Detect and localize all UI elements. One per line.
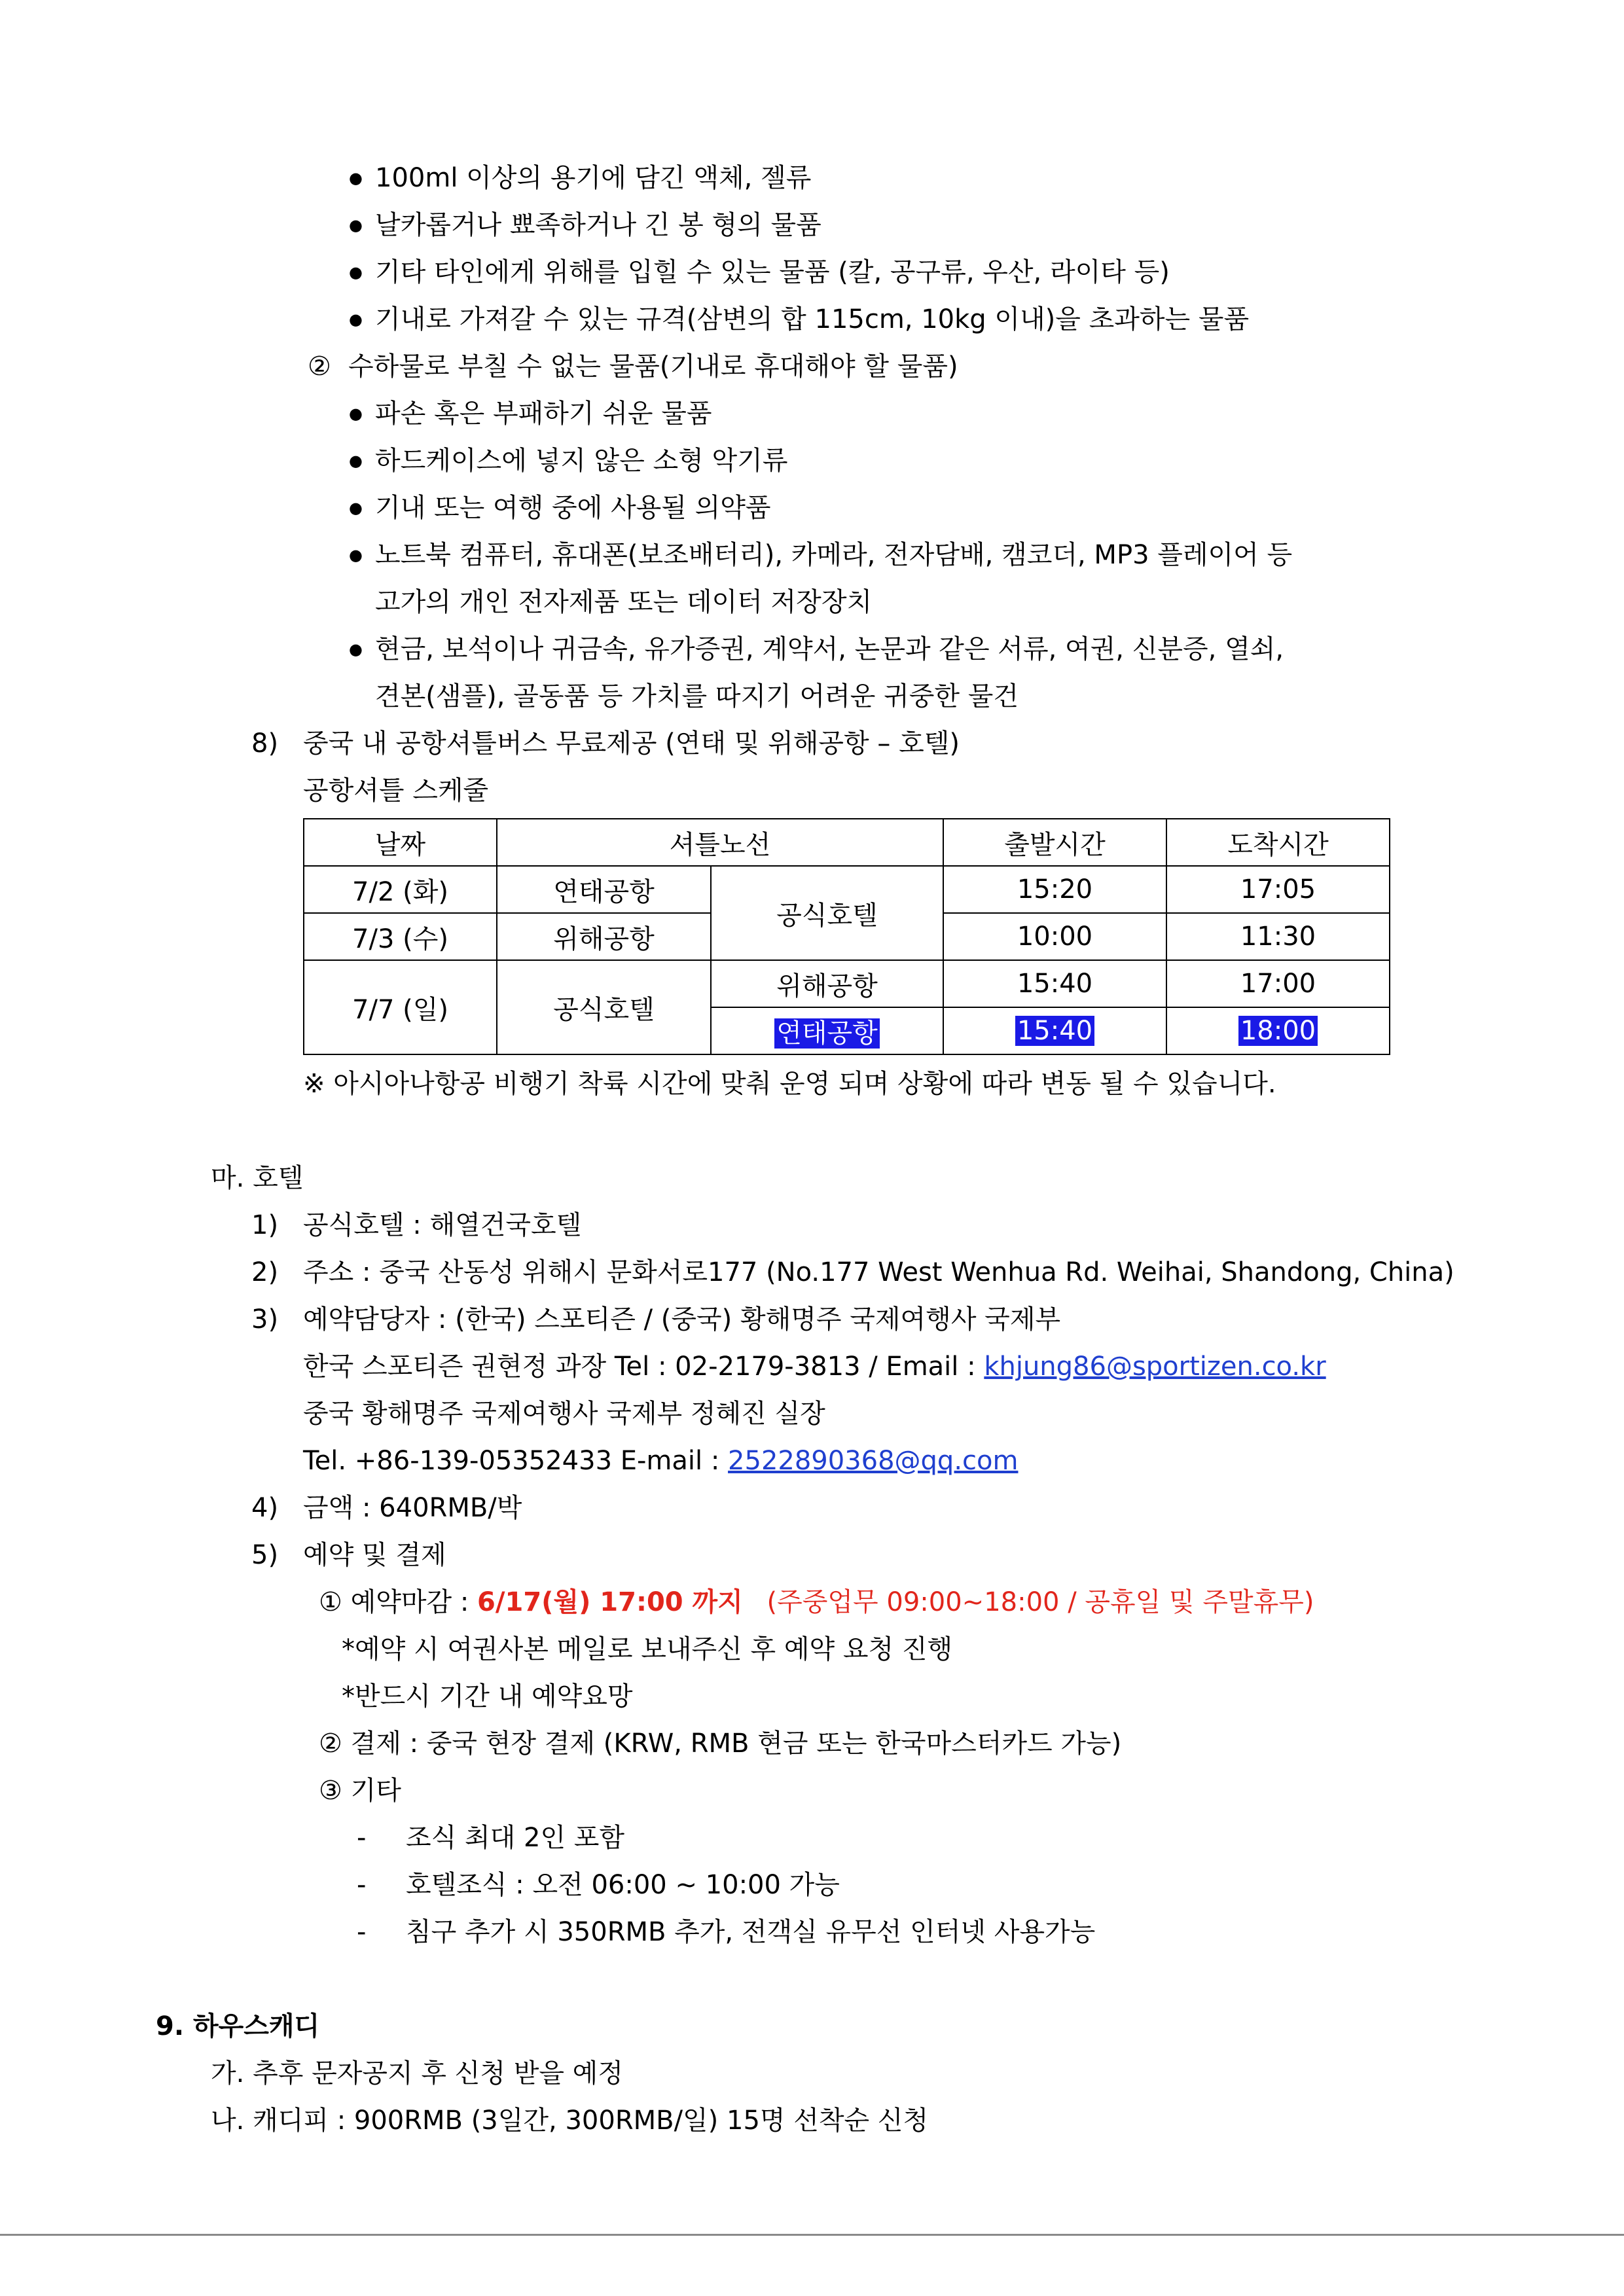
item-number: 2): [251, 1257, 279, 1287]
dash-icon: -: [357, 1823, 367, 1853]
cell-from: 연태공항: [497, 866, 711, 913]
list-item: 가. 추후 문자공지 후 신청 받을 예정: [211, 2058, 623, 2089]
cell-date: 7/2 (화): [304, 866, 497, 913]
schedule-label: 공항셔틀 스케줄: [303, 776, 489, 806]
deadline-hours: (주중업무 09:00~18:00 / 공휴일 및 주말휴무): [767, 1587, 1314, 1617]
schedule-note: ※ 아시아나항공 비행기 착륙 시간에 맞춰 운영 되며 상황에 따라 변동 될 수 있습니다.: [303, 1069, 1276, 1099]
section-heading: 9. 하우스캐디: [156, 2011, 320, 2041]
hotel-price: 금액 : 640RMB/박: [303, 1493, 522, 1523]
highlighted-text: 연태공항: [774, 1018, 880, 1049]
item-number: 8): [251, 728, 279, 759]
deadline-value: 6/17(월) 17:00 까지: [477, 1587, 743, 1617]
highlighted-text: 15:40: [1015, 1016, 1094, 1046]
footer-divider: [0, 2234, 1624, 2236]
subsection-number: ①: [319, 1587, 342, 1617]
item-number: 4): [251, 1493, 279, 1523]
contact-china-tel: [303, 1443, 1018, 1479]
deadline: [319, 1584, 1314, 1621]
highlighted-text: 18:00: [1238, 1016, 1318, 1046]
list-item: ● 파손 혹은 부패하기 쉬운 물품: [375, 395, 712, 432]
etc: [319, 1772, 401, 1809]
payment-text: 결제 : 중국 현장 결제 (KRW, RMB 현금 또는 한국마스터카드 가능): [350, 1729, 1122, 1759]
subsection-number: ②: [308, 351, 331, 382]
cell-arrival: 11:30: [1166, 913, 1390, 960]
cell-departure: [943, 1007, 1166, 1054]
cell-to: 위해공항: [711, 960, 943, 1007]
hotel-address: 주소 : 중국 산동성 위해시 문화서로177 (No.177 West Wenhua Rd. Weihai, Shandong, China): [303, 1257, 1454, 1287]
cell-from: 위해공항: [497, 913, 711, 960]
list-item: 나. 캐디피 : 900RMB (3일간, 300RMB/일) 15명 선착순 신청: [211, 2106, 929, 2136]
contact-title: 예약담당자 : (한국) 스포티즌 / (중국) 황해명주 국제여행사 국제부: [303, 1304, 1061, 1335]
subsection-number: ②: [319, 1729, 342, 1759]
list-item: 조식 최대 2인 포함: [406, 1823, 625, 1853]
cell-departure: 15:40: [943, 960, 1166, 1007]
cell-from: 공식호텔: [497, 960, 711, 1054]
list-item: 호텔조식 : 오전 06:00 ~ 10:00 가능: [406, 1870, 840, 1900]
list-item-continuation: 고가의 개인 전자제품 또는 데이터 저장장치: [375, 587, 873, 617]
item-number: 5): [251, 1540, 279, 1570]
contact-china-tel-text: Tel. +86-139-05352433 E-mail :: [303, 1446, 729, 1476]
header-arrival: 도착시간: [1166, 819, 1390, 866]
email-link-korea[interactable]: khjung86@sportizen.co.kr: [984, 1352, 1326, 1382]
cell-to: 공식호텔: [711, 866, 943, 960]
contact-china: 중국 황해명주 국제여행사 국제부 정혜진 실장: [303, 1399, 825, 1429]
official-hotel: 공식호텔 : 해열건국호텔: [303, 1210, 582, 1240]
cell-to: [711, 1007, 943, 1054]
dash-icon: -: [357, 1917, 367, 1947]
cell-arrival: 17:05: [1166, 866, 1390, 913]
shuttle-schedule-table: [303, 818, 1390, 1055]
list-item: 침구 추가 시 350RMB 추가, 전객실 유무선 인터넷 사용가능: [406, 1917, 1096, 1947]
list-item: ● 날카롭거나 뾰족하거나 긴 봉 형의 물품: [375, 207, 821, 243]
list-item: ● 기내로 가져갈 수 있는 규격(삼변의 합 115cm, 10kg 이내)을 초과하는 물품: [375, 301, 1249, 338]
contact-korea: [303, 1348, 1326, 1385]
header-date: 날짜: [304, 819, 497, 866]
list-item: ● 기내 또는 여행 중에 사용될 의약품: [375, 490, 771, 526]
cell-date: 7/3 (수): [304, 913, 497, 960]
subsection-number: ③: [319, 1776, 342, 1806]
deadline-note: *예약 시 여권사본 메일로 보내주신 후 예약 요청 진행: [342, 1634, 953, 1664]
table-row: [304, 960, 1390, 1007]
list-item: ● 현금, 보석이나 귀금속, 유가증권, 계약서, 논문과 같은 서류, 여권, 신분증, 열쇠,: [375, 631, 1284, 668]
booking-title: 예약 및 결제: [303, 1540, 446, 1570]
deadline-label: 예약마감 :: [350, 1587, 478, 1617]
header-route: 셔틀노선: [497, 819, 943, 866]
cell-departure: 10:00: [943, 913, 1166, 960]
list-item: ● 하드케이스에 넣지 않은 소형 악기류: [375, 442, 787, 479]
shuttle-title: 중국 내 공항셔틀버스 무료제공 (연태 및 위해공항 – 호텔): [303, 728, 960, 759]
section-heading: 마. 호텔: [211, 1163, 304, 1193]
list-item: ● 노트북 컴퓨터, 휴대폰(보조배터리), 카메라, 전자담배, 캠코더, MP3 플레이어 등: [375, 537, 1292, 573]
etc-label: 기타: [350, 1776, 401, 1806]
header-departure: 출발시간: [943, 819, 1166, 866]
contact-korea-text: 한국 스포티즌 권현정 과장 Tel : 02-2179-3813 / Email :: [303, 1352, 984, 1382]
cell-date: 7/7 (일): [304, 960, 497, 1054]
item-number: 1): [251, 1210, 279, 1240]
dash-icon: -: [357, 1870, 367, 1900]
list-item-continuation: 견본(샘플), 골동품 등 가치를 따지기 어려운 귀중한 물건: [375, 681, 1019, 711]
table-row: [304, 866, 1390, 913]
table-header-row: [304, 819, 1390, 866]
deadline-note: *반드시 기간 내 예약요망: [342, 1681, 633, 1712]
list-item: ● 기타 타인에게 위해를 입힐 수 있는 물품 (칼, 공구류, 우산, 라이타 등): [375, 254, 1170, 291]
list-item: ● 100ml 이상의 용기에 담긴 액체, 젤류: [375, 160, 811, 196]
cell-arrival: 17:00: [1166, 960, 1390, 1007]
email-link-china[interactable]: 2522890368@qq.com: [728, 1446, 1019, 1476]
payment: [319, 1725, 1121, 1762]
cell-departure: 15:20: [943, 866, 1166, 913]
cell-arrival: [1166, 1007, 1390, 1054]
subsection-title: 수하물로 부칠 수 없는 물품(기내로 휴대해야 할 물품): [348, 351, 958, 382]
item-number: 3): [251, 1304, 279, 1335]
